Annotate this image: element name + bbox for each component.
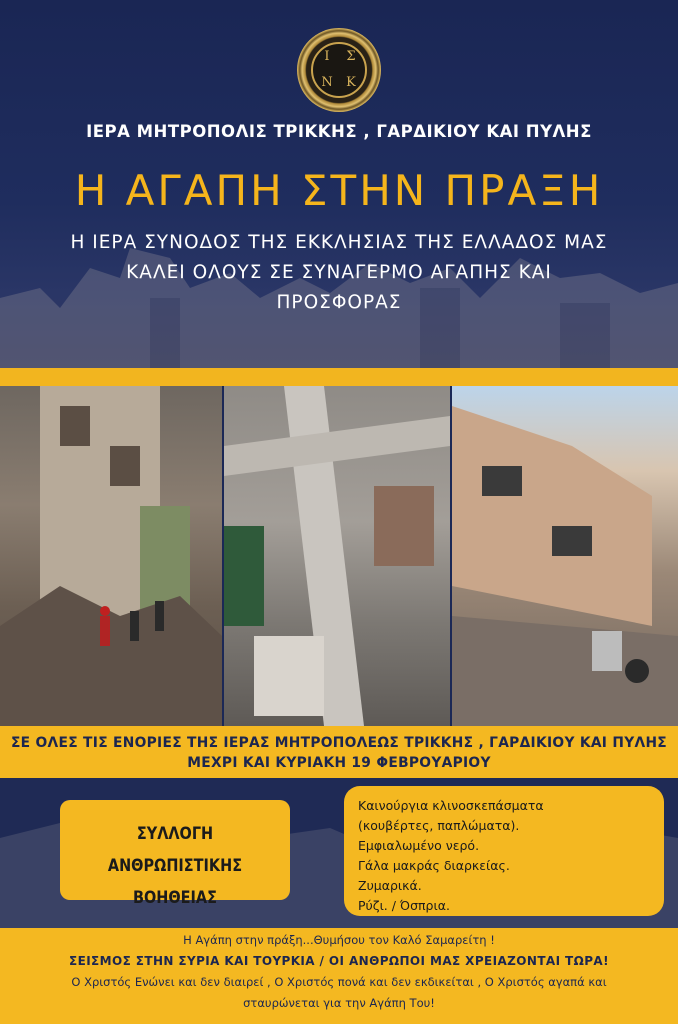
subtitle-line: ΚΑΛΕΙ ΟΛΟΥΣ ΣΕ ΣΥΝΑΓΕΡΜΟ ΑΓΑΠΗΣ ΚΑΙ [126,262,552,283]
gold-divider [0,368,678,386]
seal-emblem [311,42,367,98]
seal-letter: Ν [321,75,333,90]
list-item: Εμφιαλωμένο νερό. [358,838,480,853]
collection-line: ΒΟΗΘΕΙΑΣ [133,888,217,908]
footer-line: Η Αγάπη στην πράξη...Θυμήσου τον Καλό Σαμαρείτη ! [183,933,495,947]
list-item: Ρύζι. / Όσπρια. [358,898,450,913]
info-band [0,726,678,778]
header-banner [0,0,678,368]
subtitle [40,228,638,318]
list-item: Γάλα μακράς διαρκείας. [358,858,510,873]
seal-letter: Σ [346,49,356,64]
headline: Η ΑΓΑΠΗ ΣΤΗΝ ΠΡΑΞΗ [74,166,604,215]
footer-band [0,928,678,1024]
footer-line: σταυρώνεται για την Αγάπη Του! [243,996,435,1010]
rescue-photo [0,386,222,726]
seal-letter: Κ [346,75,356,90]
info-line: ΜΕΧΡΙ ΚΑΙ ΚΥΡΙΑΚΗ 19 ΦΕΒΡΟΥΑΡΙΟΥ [187,755,491,771]
subtitle-line: Η ΙΕΡΑ ΣΥΝΟΔΟΣ ΤΗΣ ΕΚΚΛΗΣΙΑΣ ΤΗΣ ΕΛΛΑΔΟΣ ΜΑΣ [70,232,608,253]
metropolis-seal [297,28,381,112]
subtitle-line: ΠΡΟΣΦΟΡΑΣ [276,292,402,313]
footer-line: Ο Χριστός Ενώνει και δεν διαιρεί , Ο Χριστός πονά και δεν εκδικείται , Ο Χριστός αγαπά και [71,975,607,989]
collection-badge [60,800,290,908]
footer-line: ΣΕΙΣΜΟΣ ΣΤΗΝ ΣΥΡΙΑ ΚΑΙ ΤΟΥΡΚΙΑ / ΟΙ ΑΝΘΡΩΠΟΙ ΜΑΣ ΧΡΕΙΑΖΟΝΤΑΙ ΤΩΡΑ! [69,954,609,968]
list-item: Καινούργια κλινοσκεπάσματα [358,798,544,813]
aerial-photo [224,386,450,726]
items-list [344,786,664,916]
seal-letter: Ι [324,49,330,64]
organization-name: ΙΕΡΑ ΜΗΤΡΟΠΟΛΙΣ ΤΡΙΚΚΗΣ , ΓΑΡΔΙΚΙΟΥ ΚΑΙ ΠΥΛΗΣ [86,122,592,141]
list-item: (κουβέρτες, παπλώματα). [358,818,520,833]
info-line: ΣΕ ΟΛΕΣ ΤΙΣ ΕΝΟΡΙΕΣ ΤΗΣ ΙΕΡΑΣ ΜΗΤΡΟΠΟΛΕΩΣ ΤΡΙΚΚΗΣ , ΓΑΡΔΙΚΙΟΥ ΚΑΙ ΠΥΛΗΣ [10,735,668,751]
earthquake-photos [0,386,678,726]
collection-line: ΣΥΛΛΟΓΗ ΑΝΘΡΩΠΙΣΤΙΚΗΣ [107,824,243,876]
collapsed-building-photo [452,386,678,726]
list-item: Ζυμαρικά. [358,878,422,893]
